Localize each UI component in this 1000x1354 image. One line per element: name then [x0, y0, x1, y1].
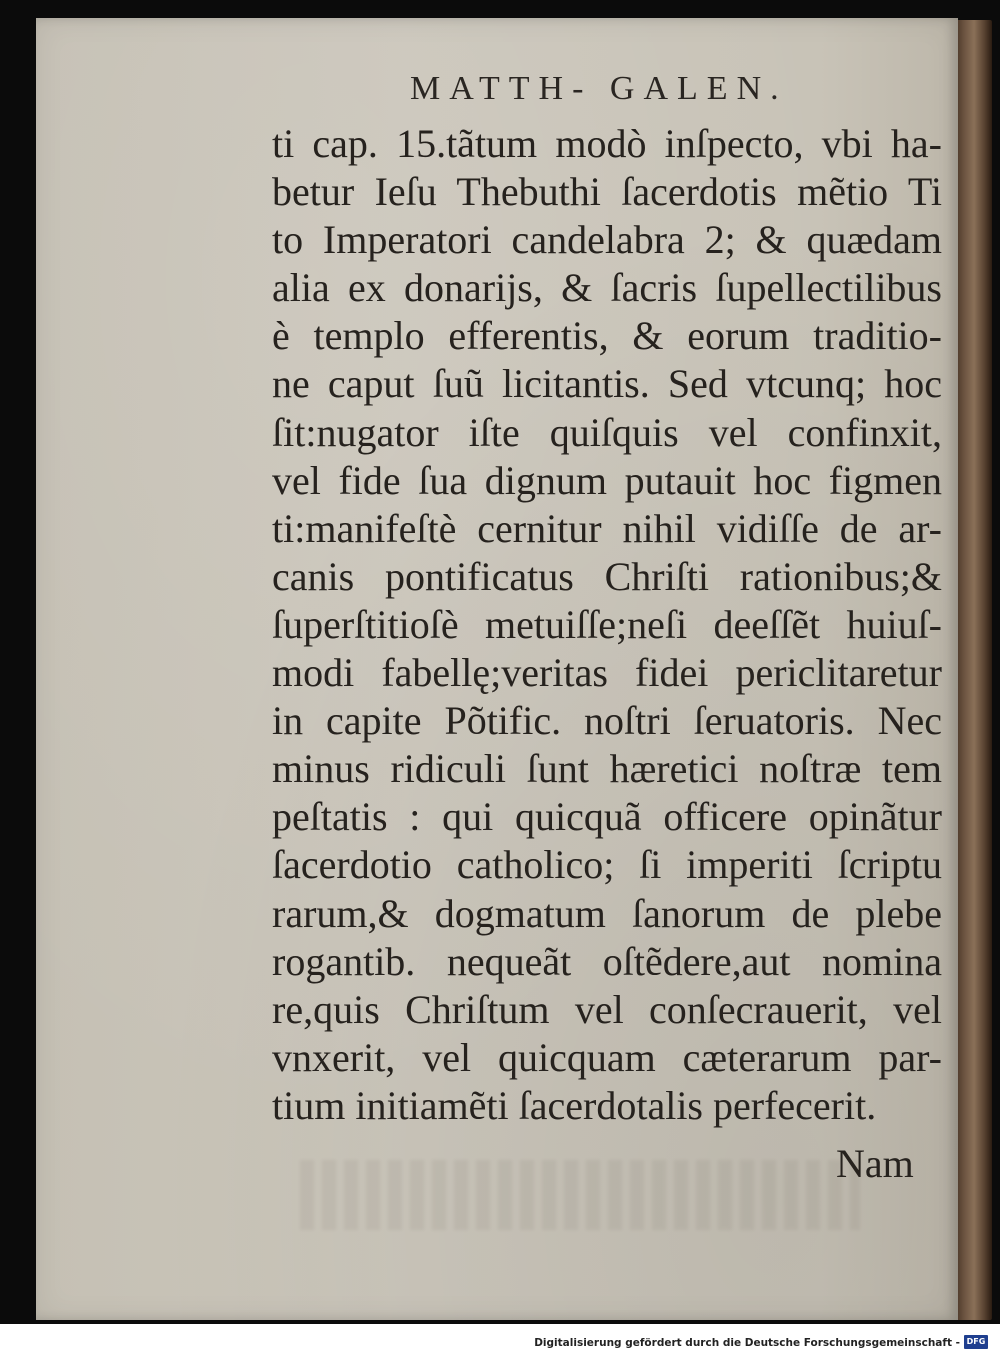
- text-line: re,quis Chriſtum vel conſecrauerit, vel: [272, 986, 942, 1032]
- catchword: Nam: [836, 1141, 914, 1186]
- text-line: modi fabellę;veritas fidei periclitaretur: [272, 650, 942, 696]
- text-line: ti cap. 15.tãtum modò inſpecto, vbi ha-: [272, 121, 942, 166]
- text-line: rarum,& dogmatum ſanorum de plebe: [272, 890, 942, 936]
- text-line: vel fide ſua dignum putauit hoc figmen: [272, 457, 942, 503]
- running-head: MATTH- GALEN.: [410, 70, 788, 107]
- text-line: vnxerit, vel quicquam cæterarum par-: [272, 1034, 942, 1080]
- text-line: ſuperſtitioſè metuiſſe;neſi deeſſẽt huiuſ-: [272, 601, 942, 647]
- text-line: alia ex donarijs, & ſacris ſupellectilibus: [272, 265, 942, 311]
- text-line: ſacerdotio catholico; ſi imperiti ſcriptu: [272, 842, 942, 888]
- text-line: tium initiamẽti ſacerdotalis perfecerit.: [272, 1082, 877, 1128]
- text-line: to Imperatori candelabra 2; & quædam: [272, 217, 942, 263]
- book-edge: [952, 20, 992, 1320]
- dfg-logo: DFG: [964, 1335, 988, 1349]
- text-line: ti:manifeſtè cernitur nihil vidiſſe de ar-: [272, 505, 942, 551]
- body-text: [272, 120, 942, 1130]
- text-line: peſtatis : qui quicquã officere opinãtur: [272, 794, 942, 840]
- text-line: canis pontificatus Chriſti rationibus;&: [272, 553, 942, 599]
- text-line: ſit:nugator iſte quiſquis vel confinxit,: [272, 409, 942, 455]
- text-line: è templo efferentis, & eorum traditio-: [272, 313, 942, 359]
- show-through-shadow: [300, 1160, 860, 1230]
- text-line: minus ridiculi ſunt hæretici noſtræ tem: [272, 746, 942, 792]
- text-line: ne caput ſuũ licitantis. Sed vtcunq; hoc: [272, 361, 942, 407]
- text-line: in capite Põtific. noſtri ſeruatoris. Nec: [272, 698, 942, 744]
- text-line: rogantib. nequeãt oſtẽdere,aut nomina: [272, 938, 942, 984]
- text-line: betur Ieſu Thebuthi ſacerdotis mẽtio Ti: [272, 169, 942, 215]
- footer-credit: Digitalisierung gefördert durch die Deutsche Forschungsgemeinschaft -: [534, 1337, 960, 1349]
